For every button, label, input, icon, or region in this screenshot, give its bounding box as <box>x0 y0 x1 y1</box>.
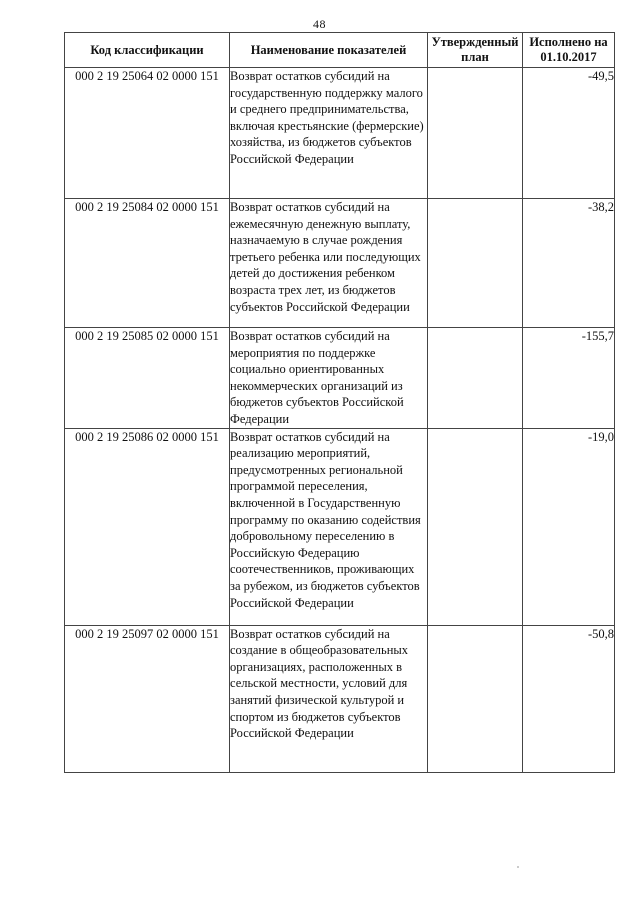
executed-value: -49,5 <box>523 68 615 199</box>
scan-speck <box>517 866 519 868</box>
classification-code: 000 2 19 25086 02 0000 151 <box>65 428 230 625</box>
table-row <box>65 68 615 199</box>
page-number: 48 <box>313 17 326 31</box>
classification-code: 000 2 19 25097 02 0000 151 <box>65 625 230 772</box>
header-approved-plan-line1: Утвержденный <box>431 35 519 49</box>
indicator-name: Возврат остатков субсидий на государственную поддержку малого и среднего предпринимательства, включая крестьянские (фермерские) хозяйства, из бюджетов субъектов Российской Федерации <box>230 68 428 199</box>
executed-value: -155,7 <box>523 328 615 429</box>
header-executed-line1: Исполнено на <box>529 35 608 49</box>
header-classification-code: Код классификации <box>65 33 230 68</box>
table-row <box>65 625 615 772</box>
header-approved-plan <box>428 33 523 68</box>
indicator-name: Возврат остатков субсидий на мероприятия по поддержке социально ориентированных некоммерческих организаций из бюджетов субъектов Российской Федерации <box>230 328 428 429</box>
indicator-name: Возврат остатков субсидий на ежемесячную денежную выплату, назначаемую в случае рождения третьего ребенка или последующих детей до достижения ребенком возраста трех лет, из бюджетов субъектов Российской Федерации <box>230 199 428 328</box>
approved-plan-value <box>428 428 523 625</box>
executed-value: -38,2 <box>523 199 615 328</box>
indicator-name: Возврат остатков субсидий на создание в общеобразовательных организациях, расположенных в сельской местности, условий для занятий физической культурой и спортом из бюджетов субъектов Российской Федерации <box>230 625 428 772</box>
header-executed <box>523 33 615 68</box>
header-executed-line2: 01.10.2017 <box>540 50 597 64</box>
header-approved-plan-line2: план <box>461 50 489 64</box>
executed-value: -50,8 <box>523 625 615 772</box>
approved-plan-value <box>428 328 523 429</box>
header-indicator-name: Наименование показателей <box>230 33 428 68</box>
budget-execution-table <box>64 32 615 773</box>
table-row <box>65 199 615 328</box>
classification-code: 000 2 19 25064 02 0000 151 <box>65 68 230 199</box>
table-row <box>65 428 615 625</box>
approved-plan-value <box>428 625 523 772</box>
indicator-name: Возврат остатков субсидий на реализацию мероприятий, предусмотренных региональной программой переселения, включенной в Государственную программу по оказанию содействия добровольному переселению в Российскую Федерацию соотечественников, проживающих за рубежом, из бюджетов субъектов Российской Федерации <box>230 428 428 625</box>
classification-code: 000 2 19 25084 02 0000 151 <box>65 199 230 328</box>
table-header-row <box>65 33 615 68</box>
executed-value: -19,0 <box>523 428 615 625</box>
approved-plan-value <box>428 199 523 328</box>
table-row <box>65 328 615 429</box>
approved-plan-value <box>428 68 523 199</box>
classification-code: 000 2 19 25085 02 0000 151 <box>65 328 230 429</box>
